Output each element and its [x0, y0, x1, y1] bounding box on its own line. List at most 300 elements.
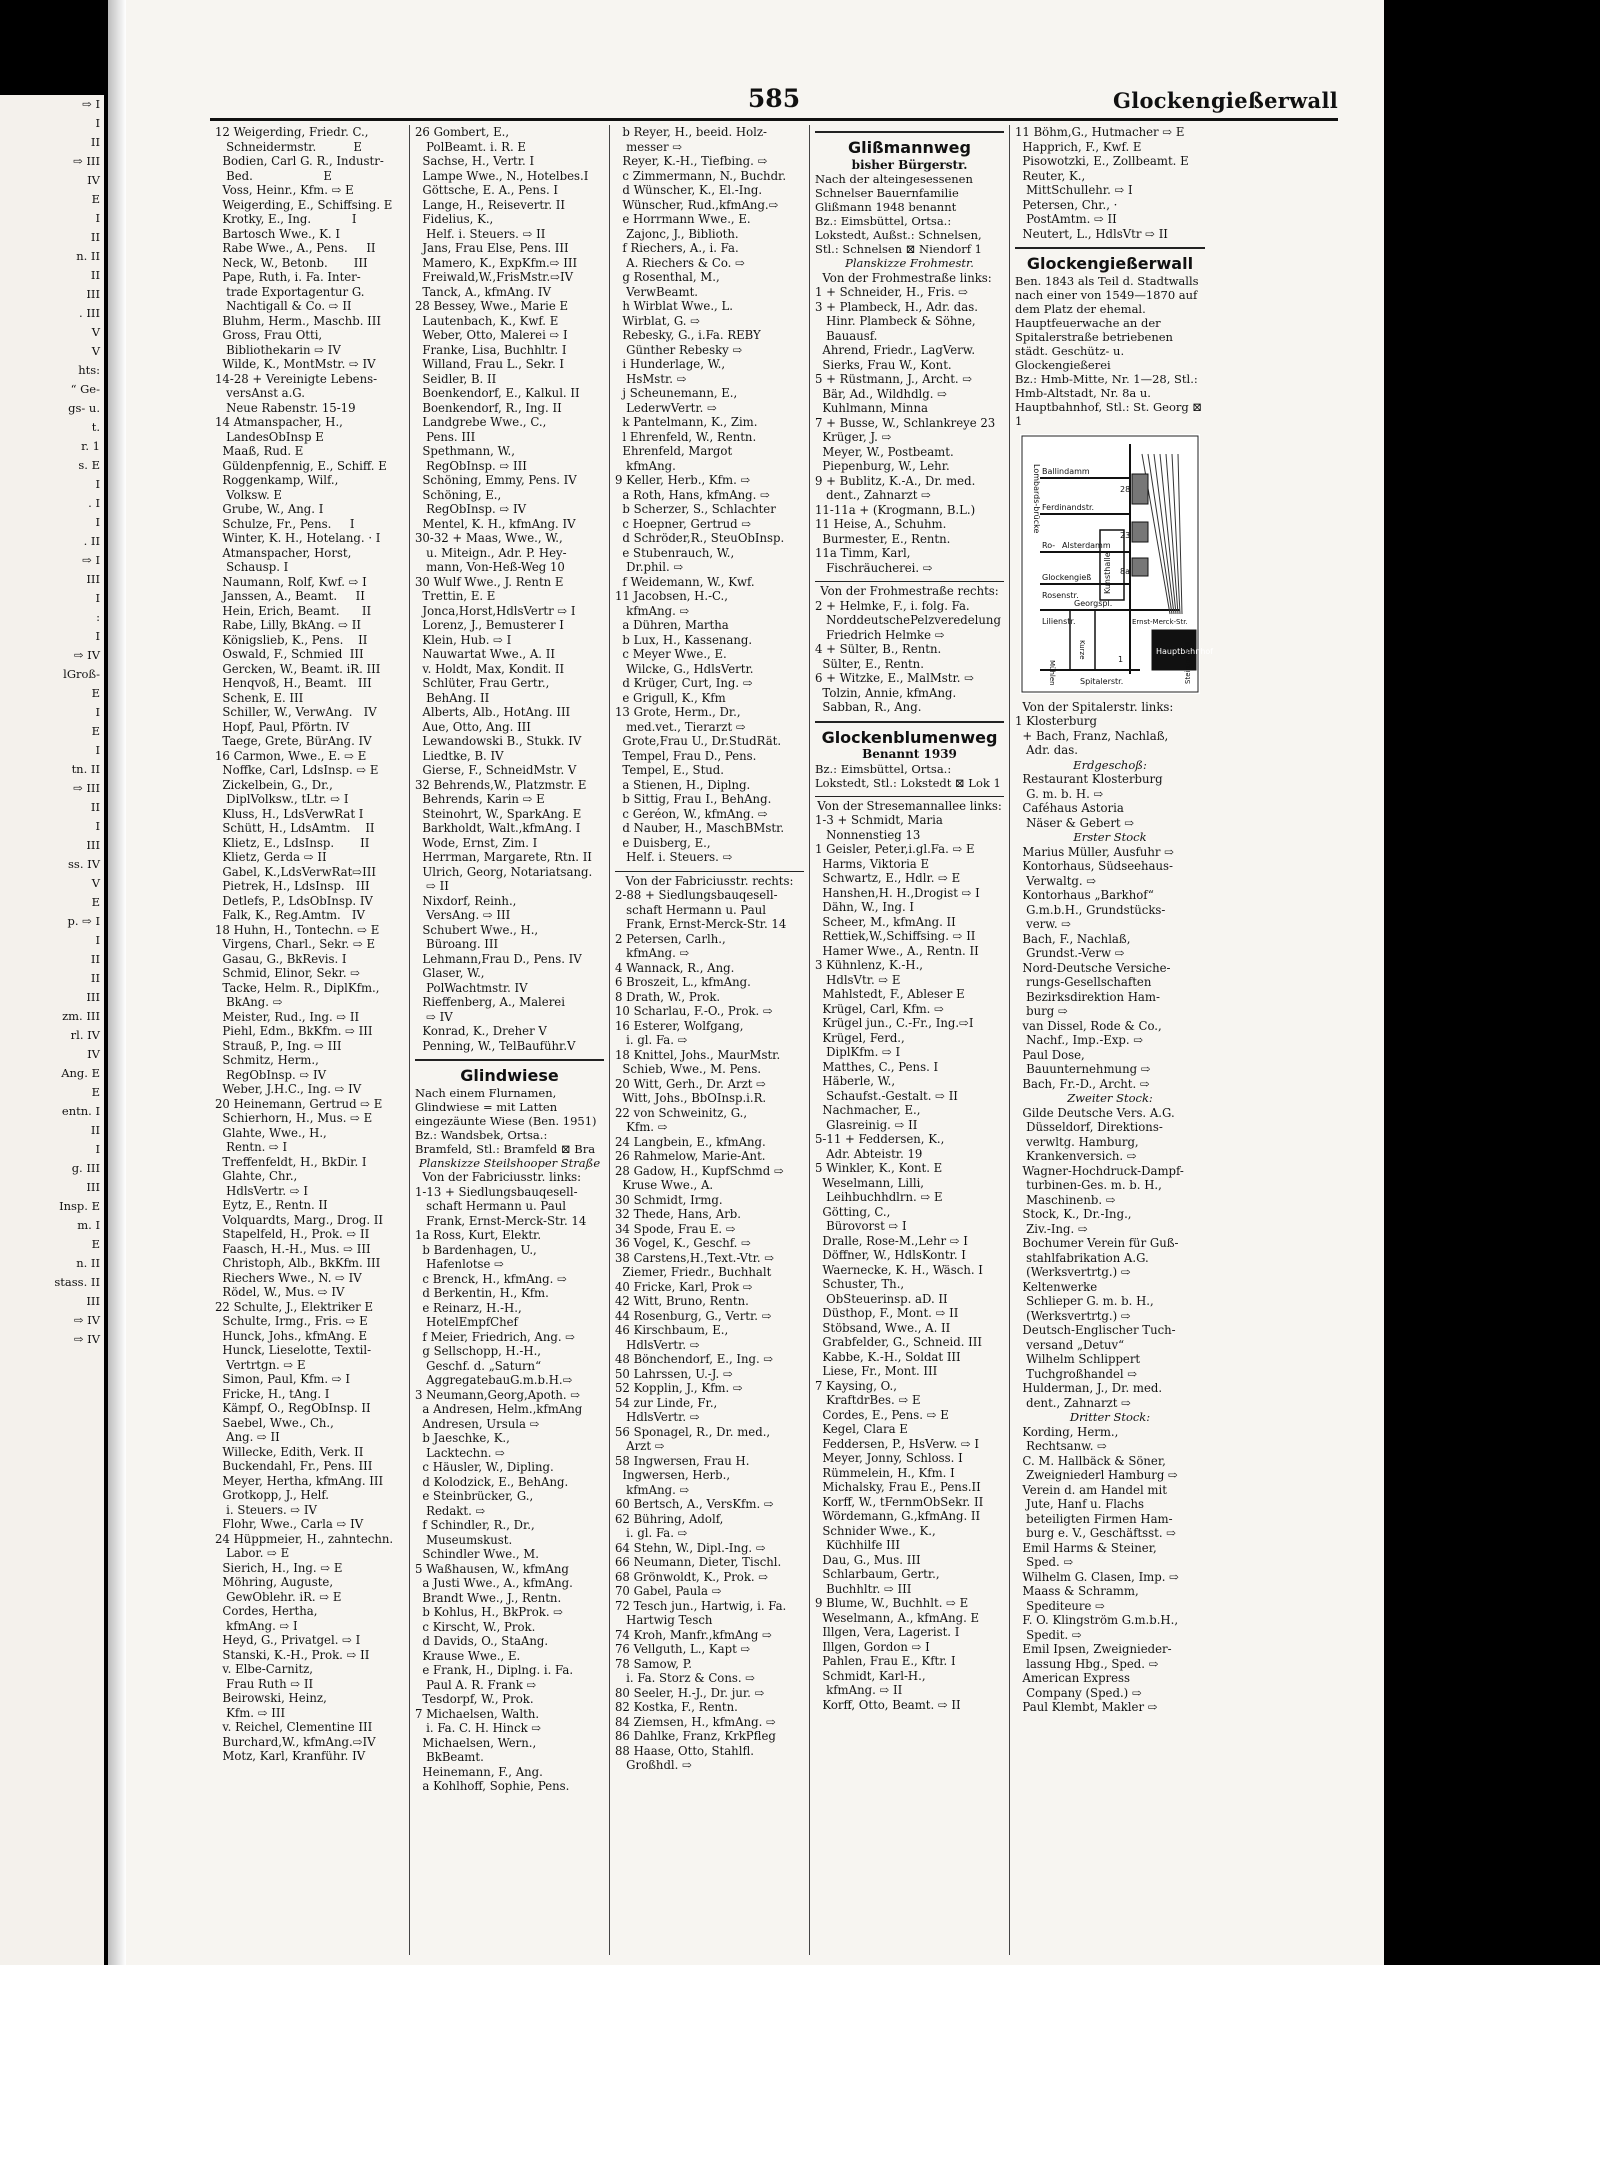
directory-entry: Behrends, Karin ⇨ E: [415, 792, 545, 806]
directory-entry: RegObInsp. ⇨ IV: [215, 1067, 327, 1082]
directory-entry: 10 Scharlau, F.-O., Prok. ⇨: [615, 1004, 773, 1018]
directory-entry: Hanshen,H. H.,Drogist ⇨ I: [815, 885, 980, 900]
directory-entry: l Ehrenfeld, W., Rentn.: [615, 429, 757, 444]
directory-entry: Schlüter, Frau Gertr.,: [415, 676, 550, 690]
directory-entry: i. gl. Fa. ⇨: [615, 1033, 688, 1047]
margin-fragment: ss. IV: [68, 857, 100, 871]
directory-entry: Mamero, K., ExpKfm.⇨ III: [415, 255, 578, 270]
directory-entry: Landgrebe Wwe., C.,: [415, 415, 547, 429]
directory-entry: b Sittig, Frau I., BehAng.: [615, 792, 772, 806]
directory-entry: i. Steuers. ⇨ IV: [215, 1502, 317, 1517]
directory-entry: Petersen, Chr., ·: [1015, 197, 1118, 212]
directory-entry: i. Fa. Storz & Cons. ⇨: [615, 1671, 756, 1685]
directory-entry: HdlsVertr. ⇨ I: [215, 1183, 308, 1198]
directory-entry: 42 Witt, Bruno, Rentn.: [615, 1294, 749, 1308]
directory-entry: c Häusler, W., Dipling.: [415, 1460, 554, 1474]
directory-entry: Krügel, Carl, Kfm. ⇨: [815, 1001, 944, 1016]
directory-entry: Pape, Ruth, i. Fa. Inter-: [215, 270, 361, 284]
directory-entry: beteiligten Firmen Ham-: [1015, 1511, 1173, 1526]
directory-entry: Rentn. ⇨ I: [215, 1140, 288, 1154]
directory-entry: Sülter, E., Rentn.: [815, 656, 924, 671]
directory-entry: 3 + Plambeck, H., Adr. das.: [815, 299, 978, 314]
margin-fragment: rl. IV: [70, 1028, 100, 1042]
directory-entry: Krügel, Ferd.,: [815, 1030, 905, 1045]
directory-entry: burg e. V., Geschäftsst. ⇨: [1015, 1526, 1177, 1540]
directory-entry: Frau Ruth ⇨ II: [215, 1676, 314, 1691]
directory-entry: Buckendahl, Fr., Pens. III: [215, 1459, 373, 1473]
directory-entry: Lampe Wwe., N., Hotelbes.I: [415, 168, 589, 183]
directory-entry: 11 Heise, A., Schuhm.: [815, 517, 947, 531]
directory-entry: Meister, Rud., Ing. ⇨ II: [215, 1009, 360, 1024]
directory-entry: Cordes, E., Pens. ⇨ E: [815, 1407, 949, 1422]
directory-entry: RegObInsp. ⇨ IV: [415, 502, 527, 516]
directory-entry: Kämpf, O., RegObInsp. II: [215, 1401, 371, 1415]
margin-fragment: :: [96, 610, 100, 624]
directory-entry: Cordes, Hertha,: [215, 1604, 318, 1618]
directory-entry: Güldenpfennig, E., Schiff. E: [215, 458, 387, 473]
directory-entry: f Meier, Friedrich, Ang. ⇨: [415, 1329, 576, 1344]
section-label: Dritter Stock:: [1069, 1410, 1151, 1424]
directory-entry: b Lux, H., Kassenang.: [615, 632, 753, 647]
directory-entry: 5-11 + Feddersen, K.,: [815, 1132, 945, 1146]
directory-entry: i. gl. Fa. ⇨: [615, 1526, 688, 1540]
directory-entry: Schöning, Emmy, Pens. IV: [415, 473, 577, 487]
directory-entry: Andresen, Ursula ⇨: [415, 1416, 540, 1431]
directory-entry: Frank, Ernst-Merck-Str. 14: [615, 917, 787, 931]
section-rule: [615, 871, 804, 872]
map-label: Lombards-brücke: [1032, 463, 1041, 533]
directory-entry: Bezirksdirektion Ham-: [1015, 989, 1160, 1004]
directory-entry: Glahte, Chr.,: [215, 1169, 298, 1183]
margin-fragment: E: [91, 686, 100, 700]
directory-entry: Wünscher, Rud.,kfmAng.⇨: [615, 197, 779, 212]
directory-entry: Simon, Paul, Kfm. ⇨ I: [215, 1372, 350, 1386]
section-label: Planskizze Frohmestr.: [845, 256, 974, 270]
directory-entry: Häberle, W.,: [815, 1074, 896, 1088]
directory-entry: 78 Samow, P.: [615, 1656, 692, 1671]
directory-entry: Wagner-Hochdruck-Dampf-: [1015, 1163, 1184, 1178]
directory-entry: Von der Frohmestraße links:: [815, 270, 992, 285]
directory-entry: 18 Huhn, H., Tontechn. ⇨ E: [215, 922, 380, 937]
directory-entry: Bär, Ad., Wildhdlg. ⇨: [815, 386, 948, 401]
directory-entry: Arzt ⇨: [615, 1439, 665, 1453]
directory-entry: turbinen-Ges. m. b. H.,: [1015, 1178, 1162, 1192]
directory-entry: Ingwersen, Herb.,: [615, 1468, 731, 1482]
directory-entry: 1-13 + Siedlungsbauqesell-: [415, 1184, 578, 1199]
margin-fragment: III: [86, 1180, 100, 1194]
directory-entry: BehAng. II: [415, 690, 490, 705]
directory-entry: 13 Grote, Herm., Dr.,: [615, 705, 741, 719]
directory-entry: schaft Hermann u. Paul: [415, 1199, 566, 1213]
directory-entry: Buchhltr. ⇨ III: [815, 1581, 912, 1596]
directory-entry: Spediteure ⇨: [1015, 1598, 1105, 1613]
directory-entry: Caféhaus Astoria: [1015, 801, 1124, 815]
directory-entry: 32 Thede, Hans, Arb.: [615, 1207, 741, 1221]
directory-entry: Kegel, Clara E: [815, 1422, 908, 1436]
street-heading: Glockenblumenweg: [821, 727, 998, 747]
directory-entry: Von der Fabriciusstr. links:: [415, 1170, 582, 1184]
street-heading: Glockengießerwall: [1026, 254, 1194, 273]
directory-entry: Naumann, Rolf, Kwf. ⇨ I: [215, 574, 367, 589]
margin-fragment: III: [86, 1294, 100, 1308]
directory-entry: dent., Zahnarzt ⇨: [1015, 1395, 1131, 1410]
directory-entry: Stanski, K.-H., Prok. ⇨ II: [215, 1647, 370, 1662]
map-label: 28: [1120, 484, 1131, 494]
directory-entry: Virgens, Charl., Sekr. ⇨ E: [215, 937, 376, 951]
directory-entry: 1-3 + Schmidt, Maria: [815, 813, 943, 827]
directory-entry: 74 Kroh, Manfr.,kfmAng ⇨: [615, 1627, 772, 1642]
directory-entry: Küchhilfe III: [815, 1538, 901, 1552]
margin-fragment: n. II: [76, 249, 100, 263]
directory-entry: Grube, W., Ang. I: [215, 502, 324, 516]
map-label: 23: [1120, 530, 1131, 540]
directory-entry: kfmAng. ⇨ II: [815, 1683, 903, 1697]
directory-entry: 62 Bühring, Adolf,: [615, 1511, 724, 1526]
margin-fragment: g. III: [71, 1161, 100, 1175]
column-2: [410, 125, 610, 1955]
directory-entry: Hein, Erich, Beamt. II: [215, 603, 372, 618]
directory-entry: d Schröder,R., SteuObInsp.: [615, 531, 785, 545]
directory-entry: 20 Witt, Gerh., Dr. Arzt ⇨: [615, 1076, 766, 1091]
directory-entry: 86 Dahlke, Franz, KrkPfleg: [615, 1729, 776, 1743]
margin-fragment: E: [91, 192, 100, 206]
directory-entry: Sabban, R., Ang.: [815, 700, 922, 714]
directory-entry: VerwBeamt.: [615, 284, 698, 299]
directory-entry: Klietz, E., LdsInsp. II: [215, 835, 370, 850]
directory-entry: Seidler, B. II: [415, 371, 497, 386]
directory-entry: 40 Fricke, Karl, Prok ⇨: [615, 1279, 753, 1294]
directory-entry: Rabe Wwe., A., Pens. II: [215, 241, 376, 255]
directory-entry: Rieffenberg, A., Malerei: [415, 995, 565, 1009]
directory-entry: Weselmann, Lilli,: [815, 1175, 925, 1190]
directory-entry: 70 Gabel, Paula ⇨: [615, 1584, 722, 1598]
directory-entry: Kruse Wwe., A.: [615, 1178, 714, 1192]
directory-entry: Weigerding, E., Schiffsing. E: [215, 197, 393, 212]
directory-entry: Tesdorpf, W., Prok.: [415, 1692, 534, 1706]
street-heading: Glindwiese: [460, 1066, 559, 1085]
directory-entry: 4 Wannack, R., Ang.: [615, 960, 735, 975]
directory-entry: Flohr, Wwe., Carla ⇨ IV: [215, 1517, 364, 1531]
directory-entry: Pisowotzki, E., Zollbeamt. E: [1015, 154, 1189, 168]
directory-entry: PostAmtm. ⇨ II: [1015, 212, 1117, 226]
directory-entry: 9 + Bublitz, K.-A., Dr. med.: [815, 473, 976, 488]
directory-entry: Dau, G., Mus. III: [815, 1552, 921, 1567]
directory-entry: kfmAng. ⇨: [615, 603, 690, 618]
directory-entry: Döffner, W., HdlsKontr. I: [815, 1248, 966, 1262]
margin-fragment: n. II: [76, 1256, 100, 1270]
directory-entry: GewOblehr. iR. ⇨ E: [215, 1589, 342, 1604]
directory-entry: v. Elbe-Carnitz,: [215, 1662, 314, 1676]
directory-entry: Voss, Heinr., Kfm. ⇨ E: [215, 183, 354, 197]
directory-entry: Meyer, Hertha, kfmAng. III: [215, 1473, 384, 1488]
margin-fragment: stass. II: [54, 1275, 100, 1289]
directory-entry: 14-28 + Vereinigte Lebens-: [215, 371, 378, 386]
map-label: Ro-: [1042, 540, 1056, 550]
directory-entry: a Andresen, Helm.,kfmAng: [415, 1402, 583, 1416]
directory-entry: Schmitz, Herm.,: [215, 1053, 319, 1067]
directory-entry: b Bardenhagen, U.,: [415, 1242, 537, 1257]
directory-entry: 5 Waßhausen, W., kfmAng: [415, 1561, 569, 1576]
directory-entry: verw. ⇨: [1015, 917, 1072, 931]
building-block: [1132, 522, 1148, 542]
directory-entry: Lautenbach, K., Kwf. E: [415, 313, 559, 328]
directory-entry: Schenk, E. III: [215, 690, 304, 705]
directory-entry: Dralle, Rose-M.,Lehr ⇨ I: [815, 1233, 968, 1248]
directory-entry: A. Riechers & Co. ⇨: [615, 255, 745, 270]
directory-entry: d Wünscher, K., El.-Ing.: [615, 183, 763, 197]
directory-entry: Burmester, E., Rentn.: [815, 531, 951, 546]
directory-entry: 80 Seeler, H.-J., Dr. jur. ⇨: [615, 1685, 765, 1700]
directory-entry: Mahlstedt, F., Ableser E: [815, 987, 965, 1001]
directory-entry: ⇨ IV: [415, 1009, 453, 1024]
directory-entry: k Pantelmann, K., Zim.: [615, 415, 758, 429]
directory-entry: Schulte, Irmg., Fris. ⇨ E: [215, 1314, 368, 1328]
section-rule: [415, 1059, 604, 1061]
directory-entry: Penning, W., TelBauführ.V: [415, 1038, 576, 1053]
directory-entry: 1 + Schneider, H., Fris. ⇨: [815, 285, 969, 299]
margin-fragment: gs- u.: [68, 401, 100, 415]
directory-entry: NorddeutschePelzveredelung: [815, 613, 1001, 627]
directory-entry: Faasch, H.-H., Mus. ⇨ III: [215, 1241, 371, 1256]
directory-entry: Noffke, Carl, LdsInsp. ⇨ E: [215, 763, 379, 777]
directory-entry: Schausp. I: [215, 560, 289, 574]
directory-entry: Maass & Schramm,: [1015, 1584, 1139, 1598]
directory-entry: Scheer, M., kfmAng. II: [815, 914, 956, 929]
margin-fragment: I: [95, 705, 100, 719]
directory-entry: Willecke, Edith, Verk. II: [215, 1444, 364, 1459]
margin-fragment: I: [95, 819, 100, 833]
directory-entry: Weselmann, A., kfmAng. E: [815, 1610, 980, 1625]
directory-entry: Fricke, H., tAng. I: [215, 1386, 330, 1401]
directory-entry: a Justi Wwe., A., kfmAng.: [415, 1576, 573, 1590]
directory-entry: ObSteuerinsp. aD. II: [815, 1291, 948, 1306]
directory-entry: 8 Drath, W., Prok.: [615, 989, 721, 1004]
directory-entry: Tuchgroßhandel ⇨: [1015, 1366, 1138, 1381]
directory-entry: Sachse, H., Vertr. I: [415, 154, 535, 168]
directory-entry: v. Reichel, Clementine III: [215, 1720, 373, 1734]
directory-entry: Von der Spitalerstr. links:: [1015, 699, 1174, 714]
street-note: Nach der alteingesessenen Schnelser Bauernfamilie Glißmann 1948 benannt: [815, 172, 973, 214]
directory-entry: trade Exportagentur G.: [215, 284, 365, 299]
directory-entry: Tolzin, Annie, kfmAng.: [815, 685, 957, 700]
directory-entry: 14 Atmanspacher, H.,: [215, 415, 343, 429]
directory-entry: 5 + Rüstmann, J., Archt. ⇨: [815, 372, 973, 386]
directory-entry: Schlarbaum, Gertr.,: [815, 1567, 940, 1581]
directory-entry: 1 Klosterburg: [1015, 714, 1097, 728]
directory-entry: versand „Detuv“: [1015, 1337, 1125, 1352]
directory-entry: + Bach, Franz, Nachlaß,: [1015, 728, 1169, 743]
directory-entry: 30-32 + Maas, Wwe., W.,: [415, 531, 563, 545]
directory-entry: HdlsVertr. ⇨: [615, 1337, 700, 1352]
directory-entry: e Stubenrauch, W.,: [615, 545, 735, 560]
directory-entry: Helf. i. Steuers. ⇨: [615, 850, 733, 864]
directory-entry: Maschinenb. ⇨: [1015, 1192, 1116, 1207]
directory-entry: Bauausf.: [815, 328, 878, 343]
directory-entry: Illgen, Vera, Lagerist. I: [815, 1625, 960, 1639]
directory-entry: b Kohlus, H., BkProk. ⇨: [415, 1605, 564, 1619]
directory-entry: Maaß, Rud. E: [215, 444, 304, 458]
map-label: Spitalerstr.: [1080, 676, 1124, 686]
directory-entry: Kontorhaus, Südseehaus-: [1015, 859, 1173, 873]
directory-entry: Ziemer, Friedr., Buchhalt: [615, 1265, 772, 1279]
directory-entry: Krause Wwe., E.: [415, 1648, 521, 1663]
directory-entry: burg ⇨: [1015, 1004, 1068, 1018]
directory-entry: Rödel, W., Mus. ⇨ IV: [215, 1285, 345, 1299]
directory-entry: Zajonc, J., Biblioth.: [615, 226, 739, 241]
direction-label: Von der Stresemannallee links:: [817, 798, 1002, 813]
directory-entry: Bochumer Verein für Guß-: [1015, 1236, 1179, 1250]
margin-fragment: ⇨ IV: [73, 648, 100, 662]
directory-entry: HdlsVertr. ⇨: [615, 1410, 700, 1424]
directory-entry: Janssen, A., Beamt. II: [215, 589, 365, 603]
margin-fragment: I: [95, 211, 100, 225]
directory-entry: Göttsche, E. A., Pens. I: [415, 183, 558, 197]
directory-entry: Verein d. am Handel mit: [1015, 1482, 1167, 1497]
right-page-edge: [1384, 0, 1600, 1965]
directory-entry: Michaelsen, Wern.,: [415, 1735, 537, 1750]
directory-entry: 54 zur Linde, Fr.,: [615, 1395, 718, 1410]
directory-entry: kfmAng. ⇨: [615, 1482, 690, 1497]
directory-entry: Grundst.-Verw ⇨: [1015, 946, 1125, 960]
margin-fragment: I: [95, 116, 100, 130]
directory-entry: Sierks, Frau W., Kont.: [815, 357, 952, 372]
map-label: Kunsthalle: [1103, 551, 1112, 594]
directory-entry: Kfm. ⇨ III: [215, 1705, 286, 1720]
directory-entry: Friedrich Helmke ⇨: [815, 627, 945, 642]
directory-entry: Lorenz, J., Bemusterer I: [415, 618, 564, 632]
street-note: Bz.: Wandsbek, Ortsa.: Bramfeld, Stl.: Bramfeld ⊠ Bra: [415, 1127, 596, 1156]
directory-entry: Grabfelder, G., Schneid. III: [815, 1335, 983, 1349]
directory-entry: Paul Klembt, Makler ⇨: [1015, 1700, 1158, 1714]
directory-entry: Kording, Herm.,: [1015, 1424, 1119, 1439]
directory-page: [126, 0, 1384, 1965]
book-gutter: [108, 0, 126, 1965]
directory-entry: HsMstr. ⇨: [615, 371, 687, 386]
margin-fragment: I: [95, 629, 100, 643]
directory-entry: 3 Kühnlenz, K.-H.,: [815, 958, 923, 972]
directory-entry: Labor. ⇨ E: [215, 1546, 290, 1560]
margin-fragment: II: [90, 971, 100, 985]
directory-entry: c Zimmermann, N., Buchdr.: [615, 168, 787, 183]
directory-entry: 52 Kopplin, J., Kfm. ⇨: [615, 1381, 743, 1395]
directory-entry: a Stienen, H., Diplng.: [615, 777, 751, 792]
directory-entry: Hunck, Lieselotte, Textil-: [215, 1343, 372, 1357]
directory-entry: 64 Stehn, W., Dipl.-Ing. ⇨: [615, 1540, 766, 1555]
directory-entry: Dähn, W., Ing. I: [815, 900, 915, 914]
directory-entry: Lange, H., Reisevertr. II: [415, 197, 565, 212]
street-note: Bz.: Eimsbüttel, Ortsa.: Lokstedt, Stl.: Lokstedt ⊠ Lok 1: [815, 761, 1001, 790]
directory-entry: 24 Langbein, E., kfmAng.: [615, 1134, 766, 1149]
directory-entry: Nixdorf, Reinh.,: [415, 893, 517, 908]
column-4: [810, 125, 1010, 1955]
directory-entry: Kluss, H., LdsVerwRat I: [215, 806, 364, 821]
directory-entry: Oswald, F., Schmied III: [215, 647, 364, 661]
directory-entry: e Horrmann Wwe., E.: [615, 212, 751, 226]
directory-entry: Heinemann, F., Ang.: [415, 1764, 543, 1779]
directory-entry: Großhdl. ⇨: [615, 1758, 692, 1772]
directory-entry: Emil Harms & Steiner,: [1015, 1540, 1157, 1555]
directory-entry: Schiller, W., VerwAng. IV: [215, 705, 377, 719]
directory-entry: Rechtsanw. ⇨: [1015, 1439, 1107, 1453]
directory-entry: Düsthop, F., Mont. ⇨ II: [815, 1306, 959, 1320]
directory-entry: 50 Lahrssen, U.-J. ⇨: [615, 1366, 733, 1381]
directory-entry: Liedtke, B. IV: [415, 748, 504, 763]
directory-entry: v. Holdt, Max, Kondit. II: [415, 661, 565, 676]
directory-entry: Nonnenstieg 13: [815, 827, 921, 842]
directory-entry: Lehmann,Frau D., Pens. IV: [415, 951, 582, 966]
directory-entry: Trettin, E. E: [415, 589, 496, 603]
section-rule: [815, 721, 1004, 723]
directory-entry: Harms, Viktoria E: [815, 856, 930, 871]
directory-entry: Jans, Frau Else, Pens. III: [415, 241, 569, 255]
directory-entry: Sped. ⇨: [1015, 1555, 1074, 1569]
directory-entry: Illgen, Gordon ⇨ I: [815, 1639, 930, 1654]
directory-entry: 68 Grönwoldt, K., Prok. ⇨: [615, 1569, 769, 1584]
directory-entry: PolBeamt. i. R. E: [415, 139, 526, 154]
directory-entry: Schieb, Wwe., M. Pens.: [615, 1062, 762, 1076]
directory-entry: Nachmacher, E.,: [815, 1103, 921, 1117]
directory-entry: stahlfabrikation A.G.: [1015, 1250, 1149, 1265]
directory-entry: i Hunderlage, W.,: [615, 357, 726, 371]
directory-entry: d Nauber, H., MaschBMstr.: [615, 821, 785, 835]
directory-entry: 88 Haase, Otto, Stahlfl.: [615, 1743, 754, 1758]
directory-entry: Stöbsand, Wwe., A. II: [815, 1320, 951, 1335]
margin-fragment: III: [86, 990, 100, 1004]
directory-entry: ⇨ II: [415, 879, 449, 893]
margin-fragment: E: [91, 895, 100, 909]
directory-entry: Zweigniederl Hamburg ⇨: [1015, 1468, 1178, 1482]
directory-entry: Bed. E: [215, 168, 332, 183]
directory-entry: e Steinbrücker, G.,: [415, 1489, 534, 1503]
margin-fragment: V: [91, 325, 100, 339]
directory-entry: Michalsky, Frau E., Pens.II: [815, 1480, 981, 1494]
directory-entry: schaft Hermann u. Paul: [615, 902, 766, 917]
margin-fragment: II: [90, 135, 100, 149]
directory-entry: Tacke, Helm. R., DiplKfm.,: [215, 980, 380, 995]
directory-entry: 11 Jacobsen, H.-C.,: [615, 589, 728, 603]
directory-entry: 7 Kaysing, O.,: [815, 1378, 897, 1393]
directory-entry: Keltenwerke: [1015, 1279, 1098, 1294]
directory-entry: Saebel, Wwe., Ch.,: [215, 1415, 334, 1430]
directory-entry: Geschf. d. „Saturn“: [415, 1358, 542, 1373]
margin-fragment: Ang. E: [61, 1066, 100, 1080]
directory-entry: Nachtigall & Co. ⇨ II: [215, 299, 352, 313]
directory-entry: Frank, Ernst-Merck-Str. 14: [415, 1213, 587, 1228]
directory-entry: Pens. III: [415, 429, 476, 444]
directory-entry: Hamer Wwe., A., Rentn. II: [815, 943, 979, 958]
directory-entry: 5 Winkler, K., Kont. E: [815, 1161, 943, 1175]
directory-entry: 11a Timm, Karl,: [815, 546, 911, 560]
directory-entry: b Scherzer, S., Schlachter: [615, 502, 776, 516]
directory-entry: Krankenversich. ⇨: [1015, 1149, 1137, 1163]
directory-entry: b Jaeschke, K.,: [415, 1431, 510, 1445]
directory-entry: 48 Bönchendorf, E., Ing. ⇨: [615, 1352, 774, 1366]
directory-entry: Happrich, F., Kwf. E: [1015, 139, 1142, 154]
street-note: Nach einem Flurnamen, Glindwiese = mit Latten eingezäunte Wiese (Ben. 1951): [415, 1085, 597, 1128]
directory-entry: 58 Ingwersen, Frau H.: [615, 1453, 750, 1468]
directory-entry: Restaurant Klosterburg: [1015, 772, 1163, 786]
directory-entry: Brandt Wwe., J., Rentn.: [415, 1590, 562, 1605]
directory-entry: Näser & Gebert ⇨: [1015, 815, 1135, 830]
directory-entry: Winter, K. H., Hotelang. · I: [215, 531, 381, 545]
directory-entry: 28 Bessey, Wwe., Marie E: [415, 299, 568, 313]
margin-fragment: II: [90, 230, 100, 244]
directory-entry: 38 Carstens,H.,Text.-Vtr. ⇨: [615, 1250, 775, 1265]
margin-fragment: r. 1: [81, 439, 100, 453]
directory-entry: Paul A. R. Frank ⇨: [415, 1677, 537, 1692]
directory-entry: lassung Hbg., Sped. ⇨: [1015, 1656, 1159, 1671]
directory-entry: Freiwald,W.,FrisMstr.⇨IV: [415, 270, 574, 284]
